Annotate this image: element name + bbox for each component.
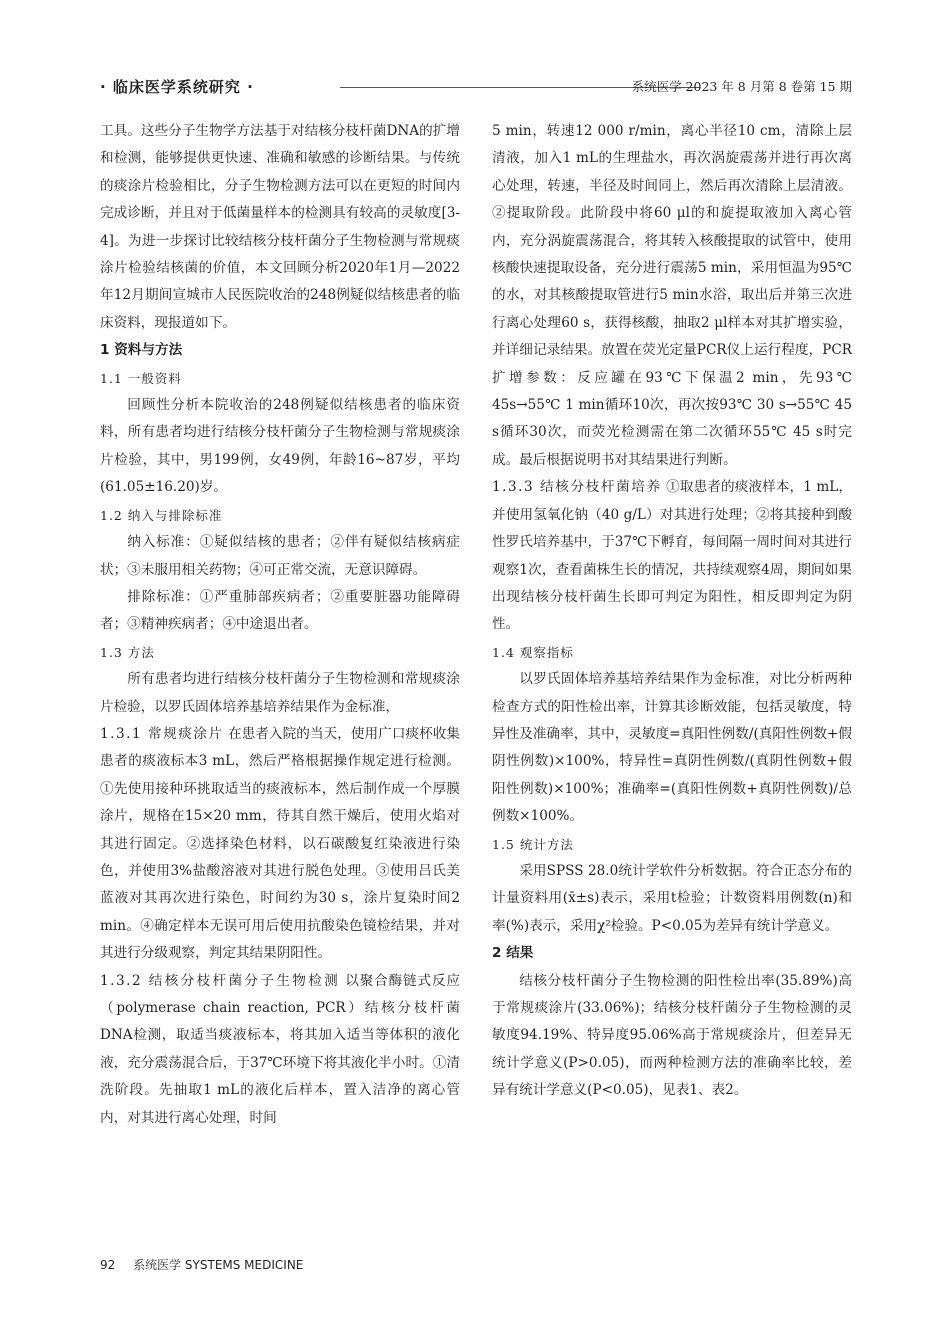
- heading-method: 1.3 方法: [100, 644, 155, 660]
- statistics-paragraph: 采用SPSS 28.0统计学软件分析数据。符合正态分布的计量资料用(x̄±s)表示，采用t检验；计数资料用例数(n)和率(%)表示，采用χ²检验。P<0.05为差异有统计学意义。: [492, 862, 852, 934]
- method-paragraph: 所有患者均进行结核分枝杆菌分子生物检测和常规痰涂片检验，以罗氏固体培养基培养结果作为金标准，: [100, 671, 460, 715]
- running-header: [100, 74, 852, 100]
- molecular-text: 以聚合酶链式反应（polymerase chain reaction, PCR）结核分枝杆菌DNA检测，取适当痰液标本，将其加入适当等体积的液化液，充分震荡混合后，于37℃环境下将其液化半小时。①清洗阶段。先抽取1 mL的液化后样本，置入洁净的离心管内，对其进行离心处理，时间: [100, 972, 460, 1126]
- heading-general: 1.1 一般资料: [100, 370, 182, 386]
- journal-issue: 系统医学 2023 年 8 月第 8 卷第 15 期: [631, 79, 852, 94]
- heading-statistics: 1.5 统计方法: [492, 836, 574, 852]
- heading-results: 2 结果: [492, 945, 534, 962]
- intro-paragraph: 工具。这些分子生物学方法基于对结核分枝杆菌DNA的扩增和检测，能够提供更快速、准确和敏感的诊断结果。与传统的痰涂片检验相比，分子生物检测方法可以在更短的时间内完成诊断，并且对于低菌量样本的检测具有较高的灵敏度[3-4]。为进一步探讨比较结核分枝杆菌分子生物检测与常规痰涂片检验结核菌的价值，本文回顾分析2020年1月—2022年12月期间宣城市人民医院收治的248例疑似结核患者的临床资料，现报道如下。: [100, 123, 460, 331]
- heading-observation: 1.4 观察指标: [492, 644, 574, 660]
- sputum-smear-text: 在患者入院的当天，使用广口痰杯收集患者的痰液标本3 mL，然后严格根据操作规定进行检测。①先使用接种环挑取适当的痰液标本，然后制作成一个厚膜涂片，规格在15×20 mm，待其自然干燥后，使用火焰对其进行固定。②选择染色材料，以石碳酸复红染液进行染色，并使用3%盐酸溶液对其进行脱色处理。③使用吕氏美蓝液对其再次进行染色，时间约为30 s，涂片复染时间2 min。④确定样本无误可用后使用抗酸染色镜检结果，并对其进行分级观察，判定其结果阴阳性。: [100, 725, 460, 962]
- inclusion-paragraph: 纳入标准：①疑似结核的患者；②伴有疑似结核病症状；③未服用相关药物；④可正常交流，无意识障碍。: [100, 534, 460, 578]
- results-paragraph: 结核分枝杆菌分子生物检测的阳性检出率(35.89%)高于常规痰涂片(33.06%)；结核分枝杆菌分子生物检测的灵敏度94.19%、特异度95.06%高于常规痰涂片，但差异无统计学意义(P>0.05)，而两种检测方法的准确率比较，差异有统计学意义(P<0.05)，见表1、表2。: [492, 972, 852, 1099]
- molecular-heading: 1.3.2 结核分枝杆菌分子生物检测: [100, 972, 341, 989]
- section-title: · 临床医学系统研究 ·: [100, 78, 254, 96]
- heading-methods: 1 资料与方法: [100, 342, 183, 359]
- sputum-smear-heading: 1.3.1 常规痰涂片: [100, 725, 224, 742]
- left-column: [100, 118, 460, 1132]
- culture-paragraph: [492, 474, 852, 638]
- heading-criteria: 1.2 纳入与排除标准: [100, 507, 223, 523]
- right-column: [492, 118, 852, 1105]
- molecular-paragraph: [100, 968, 460, 1132]
- observation-paragraph: 以罗氏固体培养基培养结果作为金标准，对比分析两种检查方式的阳性检出率，计算其诊断效能，包括灵敏度，特异性及准确率，其中，灵敏度=真阳性例数/(真阳性例数+假阴性例数)×100%，特异性=真阴性例数/(真阴性例数+假阳性例数)×100%；准确率=(真阳性例数+真阴性例数)/总例数×100%。: [492, 671, 852, 825]
- page-footer: [100, 1256, 303, 1273]
- exclusion-paragraph: 排除标准：①严重肺部疾病者；②重要脏器功能障碍者；③精神疾病者；④中途退出者。: [100, 588, 460, 633]
- general-paragraph: 回顾性分析本院收治的248例疑似结核患者的临床资料，所有患者均进行结核分枝杆菌分子生物检测与常规痰涂片检验，其中，男199例，女49例，年龄16~87岁，平均(61.05±16.20)岁。: [100, 397, 460, 496]
- culture-text: ①取患者的痰液样本，1 mL，并使用氢氧化钠（40 g/L）对其进行处理；②将其接种到酸性罗氏培养基中，于37℃下孵育，每间隔一周时间对其进行观察1次，查看菌株生长的情况，共持续观察4周，期间如果出现结核分枝杆菌生长即可判定为阳性，相反即判定为阴性。: [492, 479, 852, 633]
- page-number: 92: [100, 1258, 116, 1272]
- footer-journal: 系统医学 SYSTEMS MEDICINE: [133, 1258, 304, 1272]
- molecular-continued-paragraph: 5 min，转速12 000 r/min，离心半径10 cm，清除上层清液，加入1 mL的生理盐水，再次涡旋震荡并进行再次离心处理，转速，半径及时间同上，然后再次清除上层清液。②提取阶段。此阶段中将60 μl的和旋提取液加入离心管内，充分涡旋震荡混合，将其转入核酸提取的试管中，使用核酸快速提取设备，充分进行震荡5 min，采用恒温为95℃的水，对其核酸提取管进行5 min水浴，取出后并第三次进行离心处理60 s，获得核酸，抽取2 μl样本对其扩增实验，并详细记录结果。放置在荧光定量PCR仪上运行程度，PCR扩增参数：反应罐在93℃下保温2 min，先93℃ 45s→55℃ 1 min循环10次，再次按93℃ 30 s→55℃ 45 s循环30次，而荧光检测需在第二次循环55℃ 45 s时完成。最后根据说明书对其结果进行判断。: [492, 123, 852, 468]
- culture-heading: 1.3.3 结核分枝杆菌培养: [492, 479, 662, 496]
- sputum-smear-paragraph: [100, 721, 460, 968]
